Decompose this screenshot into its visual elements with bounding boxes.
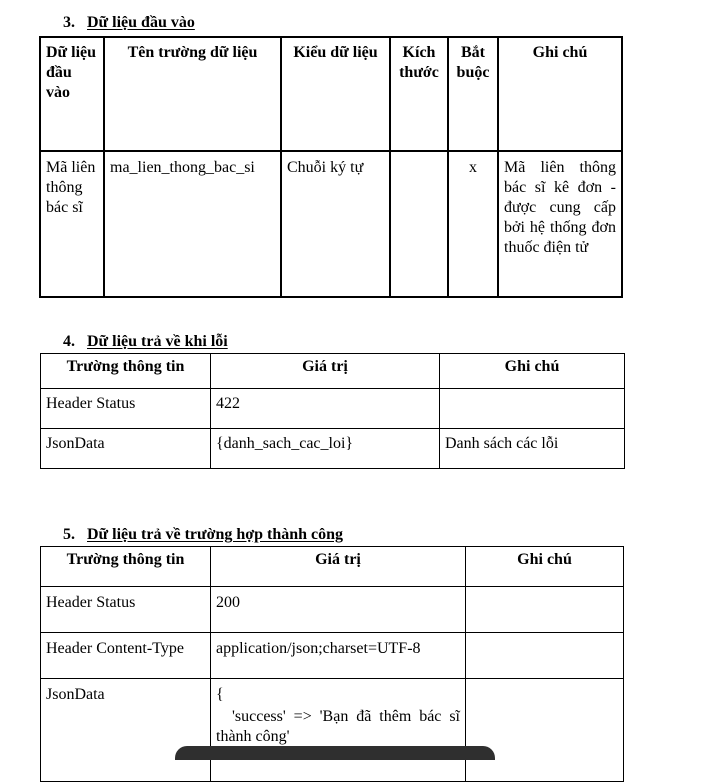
header-note: Ghi chú [440,354,625,389]
cell-field: Header Status [41,587,211,633]
header-note: Ghi chú [466,547,624,587]
header-field: Trường thông tin [41,354,211,389]
cell-note [466,679,624,782]
header-input: Dữ liệu đầu vào [40,37,104,151]
cell-value [211,679,466,782]
cell-value: application/json;charset=UTF-8 [211,633,466,679]
cell-input: Mã liên thông bác sĩ [40,151,104,297]
json-open-brace: { [216,686,224,703]
section-number: 3. [63,14,75,31]
cell-required: x [448,151,498,297]
header-note: Ghi chú [498,37,622,151]
bottom-overlay-bar [175,746,495,760]
cell-note [440,389,625,429]
cell-value: {danh_sach_cac_loi} [211,429,440,469]
table-header-row [41,547,624,587]
cell-value: 200 [211,587,466,633]
table-row [41,429,625,469]
section-4-heading [63,333,228,351]
table-header-row [40,37,622,151]
table-row [41,679,624,782]
cell-note: Mã liên thông bác sĩ kê đơn - được cung cấp bởi hệ thống đơn thuốc điện tử [498,151,622,297]
cell-note [466,633,624,679]
cell-field: JsonData [41,429,211,469]
json-body: 'success' => 'Bạn đã thêm bác sĩ thành công' [216,708,460,745]
cell-field: Header Status [41,389,211,429]
error-response-table [40,353,625,469]
header-data-type: Kiểu dữ liệu [281,37,390,151]
section-3-heading [63,14,195,32]
header-required: Bắt buộc [448,37,498,151]
cell-field: JsonData [41,679,211,782]
section-title: Dữ liệu trả về khi lỗi [87,333,228,350]
header-value: Giá trị [211,547,466,587]
header-value: Giá trị [211,354,440,389]
cell-value: 422 [211,389,440,429]
section-title: Dữ liệu trả về trường hợp thành công [87,526,344,543]
table-row [41,587,624,633]
header-field-name: Tên trường dữ liệu [104,37,281,151]
cell-field: Header Content-Type [41,633,211,679]
table-row [41,633,624,679]
section-5-heading [63,526,343,544]
cell-size [390,151,448,297]
table-header-row [41,354,625,389]
section-number: 4. [63,333,75,350]
cell-note [466,587,624,633]
header-field: Trường thông tin [41,547,211,587]
table-row [41,389,625,429]
cell-type: Chuỗi ký tự [281,151,390,297]
header-size: Kích thước [390,37,448,151]
cell-note: Danh sách các lỗi [440,429,625,469]
input-data-table [39,36,623,298]
section-title: Dữ liệu đầu vào [87,14,195,31]
section-number: 5. [63,526,75,543]
cell-field: ma_lien_thong_bac_si [104,151,281,297]
table-row [40,151,622,297]
